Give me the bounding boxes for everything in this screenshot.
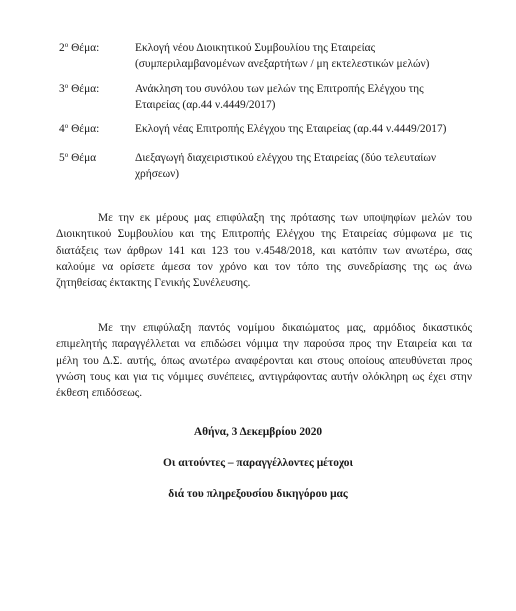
paragraph-line: διατάξεις των άρθρων 141 και 123 του ν.4548/2018, και κατόπιν των ανωτέρω, σας [56, 244, 472, 257]
paragraph-line: επιμελητής παραγγέλλεται να επιδώσει νόμιμα την παρούσα προς την Εταιρεία και τα [56, 338, 472, 351]
paragraph-line: μέλη του Δ.Σ. αυτής, όπως ανωτέρω αναφέρονται και στους οποίους απευθύνεται προς [56, 354, 472, 367]
agenda-item-text: Εκλογή νέου Διοικητικού Συμβουλίου της Εταιρείας (συμπεριλαμβανομένων ανεξαρτήτων / μη εκτελεστικών μελών) [135, 42, 430, 70]
paragraph-line: καλούμε να ορίσετε άμεσα τον χρόνο και τον τόπο της συνεδρίασης της ως άνω [56, 260, 472, 273]
paragraph-service [56, 320, 472, 401]
signature-date: Αθήνα, 3 Δεκεμβρίου 2020 [193, 426, 323, 438]
paragraph-line: ζητηθείσας έκτακτης Γενικής Συνέλευσης. [56, 277, 251, 290]
paragraph-line: Με την επιφύλαξη παντός νομίμου δικαιώματος μας, αρμόδιος δικαστικός [98, 322, 472, 334]
signature-via-lawyer: διά του πληρεξουσίου δικηγόρου μας [168, 488, 348, 500]
agenda-item-text: Εκλογή νέας Επιτροπής Ελέγχου της Εταιρείας (αρ.44 ν.4449/2017) [135, 123, 447, 135]
agenda-item-text: Ανάκληση του συνόλου των μελών της Επιτροπής Ελέγχου της Εταιρείας (αρ.44 ν.4449/2017) [135, 83, 424, 111]
agenda-item-number: $3^o$ Θέμα: [59, 82, 100, 95]
paragraph-line: Με την εκ μέρους μας επιφύλαξη της πρότασης των υποψηφίων μελών του [98, 212, 472, 224]
agenda-item-number: $5^o$ Θέμα [59, 151, 97, 164]
signature-requesters: Οι αιτούντες – παραγγέλλοντες μέτοχοι [163, 457, 353, 469]
paragraph-line: έκθεση επιδόσεως. [56, 387, 143, 400]
agenda-item-text: Διεξαγωγή διαχειριστικού ελέγχου της Εταιρείας (δύο τελευταίων χρήσεων) [135, 152, 437, 180]
paragraph-request [56, 210, 472, 291]
paragraph-line: Διοικητικού Συμβουλίου και της Επιτροπής Ελέγχου της Εταιρείας σύμφωνα με τις [56, 228, 472, 241]
agenda-item-number: $2^o$ Θέμα: [59, 41, 100, 54]
paragraph-line: γνώση τους και για τις νόμιμες συνέπειες, αντιγράφοντας αυτήν ολόκληρη ως έχει στην [56, 370, 472, 383]
agenda-item-number: $4^o$ Θέμα: [59, 122, 100, 135]
